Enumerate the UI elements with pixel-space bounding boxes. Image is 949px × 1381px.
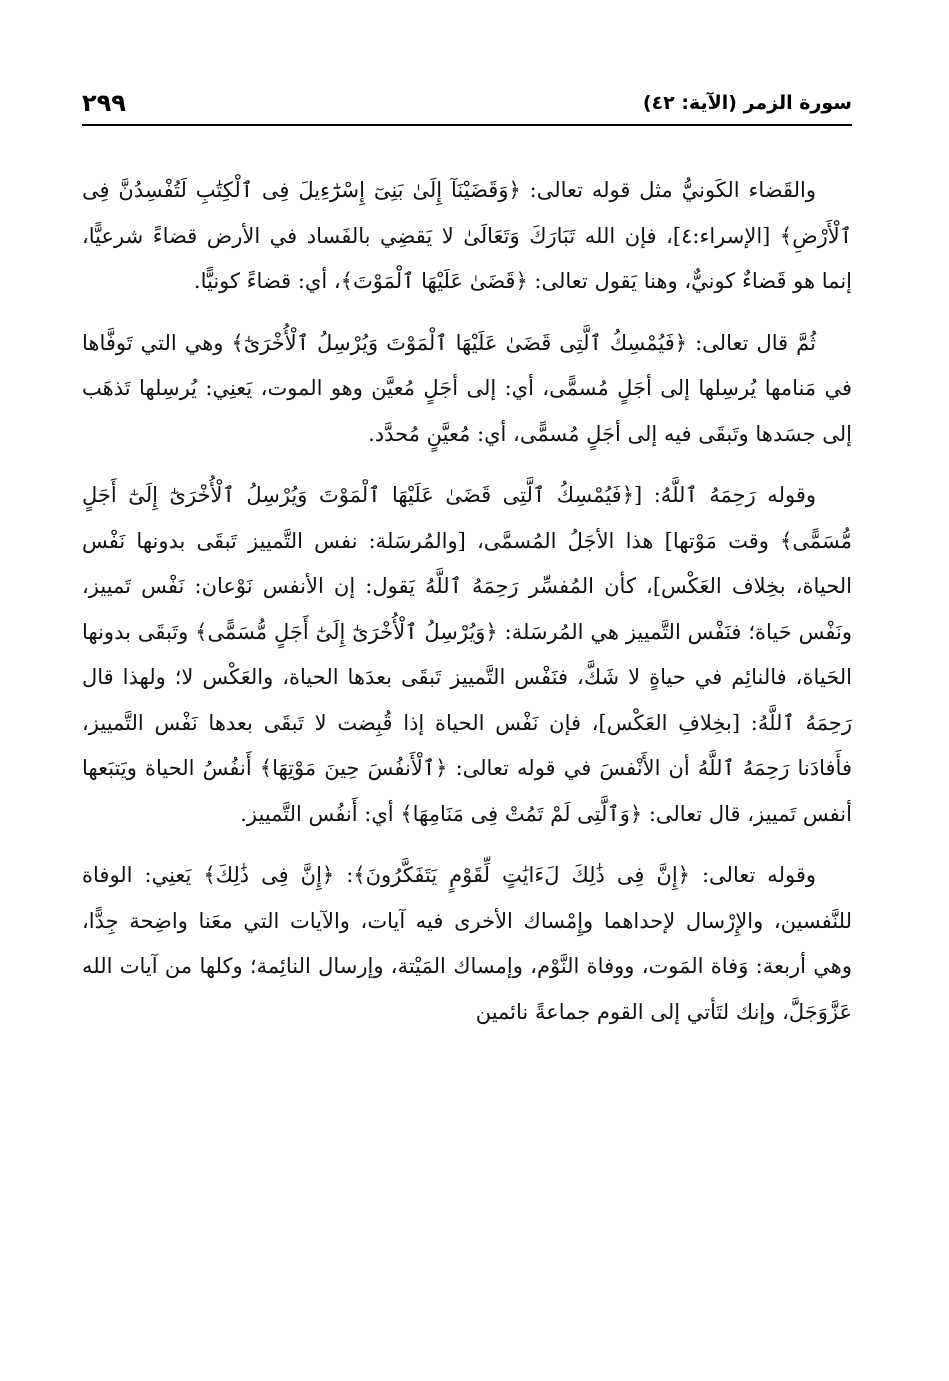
paragraph-2: ثُمَّ قال تعالى: ﴿فَيُمْسِكُ ٱلَّتِى قَضَىٰ عَلَيْهَا ٱلْمَوْتَ وَيُرْسِلُ ٱلْأُخْرَىٰٓ﴾ وهي التي تَوفَّاها في مَنامها يُرسِلها إلى أجَلٍ مُسمًّى، أي: إلى أجَلٍ مُعيَّن وهو الموت، يَعنِي: يُرسِلها تَذهَب إلى جسَدها وتَبقَى فيه إلى أجَلٍ مُسمًّى، أي: مُعيَّنٍ مُحدَّد. <box>82 330 852 446</box>
body-text <box>82 168 852 1051</box>
page-number: ٢٩٩ <box>82 89 126 117</box>
paragraph-3: وقوله رَحِمَهُ ٱللَّهُ: [﴿فَيُمْسِكُ ٱلَّتِى قَضَىٰ عَلَيْهَا ٱلْمَوْتَ وَيُرْسِلُ ٱلْأُخْرَىٰٓ إِلَىٰٓ أَجَلٍ مُّسَمًّى﴾ وقت مَوْتها] هذا الأجَلُ المُسمَّى، [والمُرسَلة: نفس التَّمييز تَبقَى بدونها نَفْس الحياة، بخِلاف العَكْس]، كأن المُفسِّر رَحِمَهُ ٱللَّهُ يَقول: إن الأنفس نَوْعان: نَفْس تَمييز، ونَفْس حَياة؛ فنَفْس التَّمييز هي المُرسَلة: ﴿وَيُرْسِلُ ٱلْأُخْرَىٰٓ إِلَىٰٓ أَجَلٍ مُّسَمًّى﴾ وتَبقَى بدونها الحَياة، فالنائِم في حياةٍ لا شَكَّ، فنَفْس التَّمييز تَبقَى بعدَها الحياة، والعَكْس لا؛ ولهذا قال رَحِمَهُ ٱللَّهُ: [بخِلافِ العَكْس]، فإن نَفْس الحياة إذا قُبِضت لا تَبقَى بعدها نَفْس التَّمييز، فأَفادَنا رَحِمَهُ ٱللَّهُ أن الأَنْفسَ في قوله تعالى: ﴿ٱلْأَنفُسَ حِينَ مَوْتِهَا﴾ أَنفُسُ الحياة ويَتبَعها أنفس تَمييز، قال تعالى: ﴿وَٱلَّتِى لَمْ تَمُتْ فِى مَنَامِهَا﴾ أي: أَنفُس التَّمييز. <box>82 483 852 826</box>
header-rule <box>82 124 852 126</box>
page-header <box>82 86 852 126</box>
paragraph-1: والقَضاء الكَونيُّ مثل قوله تعالى: ﴿وَقَضَيْنَآ إِلَىٰ بَنِىٓ إِسْرَٰٓءِيلَ فِى ٱلْكِتَٰبِ لَتُفْسِدُنَّ فِى ٱلْأَرْضِ﴾ [الإسراء:٤]، فإن الله تَبَارَكَ وَتَعَالَىٰ لا يَقضِي بالفَساد في الأرض قضاءً شرعيًّا، إنما هو قَضاءٌ كونيٌّ، وهنا يَقول تعالى: ﴿قَضَىٰ عَلَيْهَا ٱلْمَوْتَ﴾، أي: قضاءً كونيًّا. <box>82 178 853 293</box>
paragraph-4: وقوله تعالى: ﴿إِنَّ فِى ذَٰلِكَ لَءَايَٰتٍ لِّقَوْمٍ يَتَفَكَّرُونَ﴾: ﴿إِنَّ فِى ذَٰلِكَ﴾ يَعنِي: الوفاة للنَّفسين، والإِرْسال لإحداهما وإِمْساك الأخرى فيه آيات، والآيات التي معَنا واضِحة جِدًّا، وهي أربعة: وَفاة المَوت، ووفاة النَّوْم، وإمساك المَيْتة، وإرسال النائِمة؛ وكلها من آيات الله عَزَّوَجَلَّ، وإنك لتَأتي إلى القوم جماعةً نائمين <box>82 863 852 1024</box>
running-title: سورة الزمر (الآية: ٤٢) <box>642 92 852 114</box>
